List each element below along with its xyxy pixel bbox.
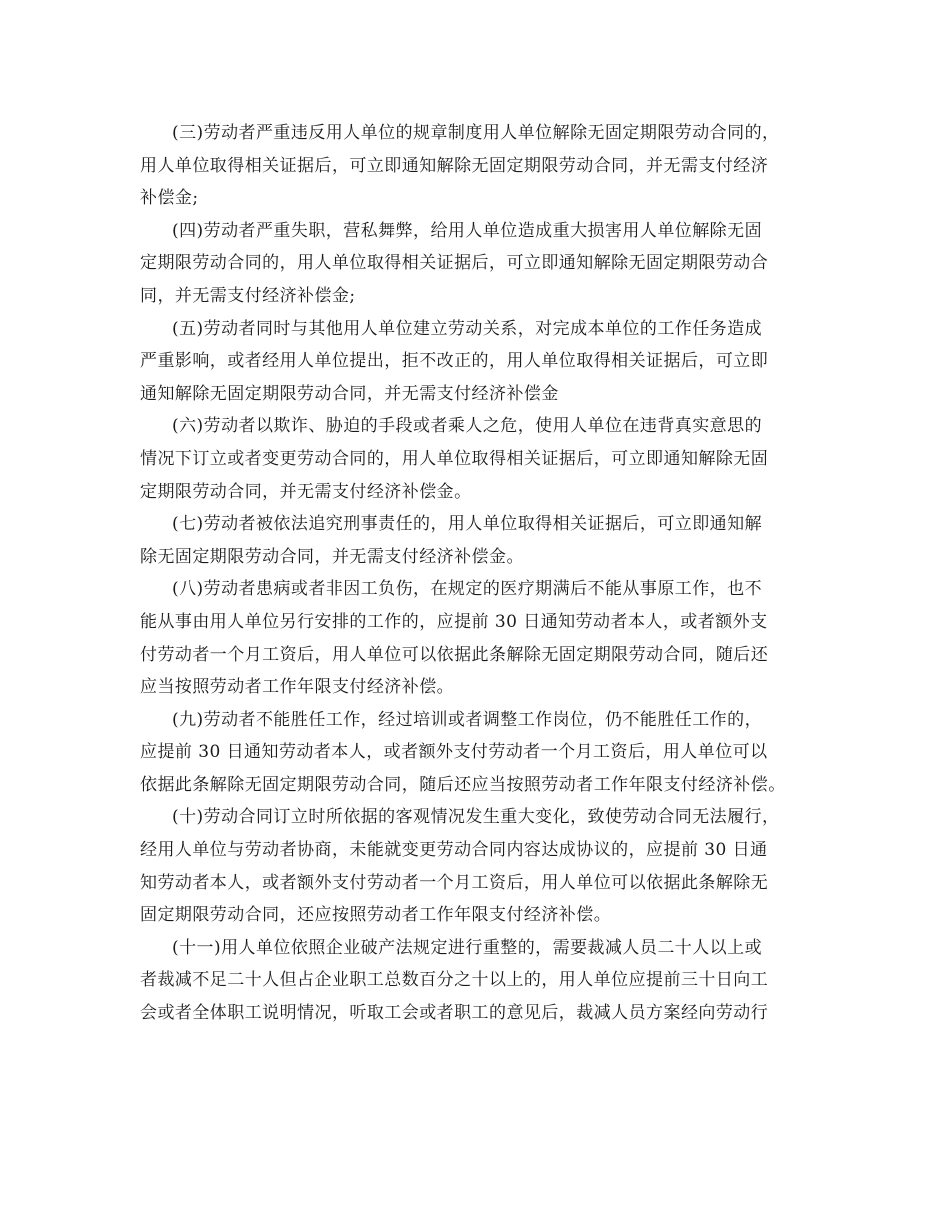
text-line: 通知解除无固定期限劳动合同，并无需支付经济补偿金 — [140, 383, 559, 404]
text-line: 固定期限劳动合同，还应按照劳动者工作年限支付经济补偿。 — [140, 905, 612, 926]
paragraph — [0, 932, 950, 1030]
text-line: 除无固定期限劳动合同，并无需支付经济补偿金。 — [140, 546, 524, 567]
text-line: (四)劳动者严重失职，营私舞弊，给用人单位造成重大损害用人单位解除无固 — [172, 220, 763, 241]
text-line: (九)劳动者不能胜任工作，经过培训或者调整工作岗位，仍不能胜任工作的， — [172, 709, 763, 730]
text-line: (八)劳动者患病或者非因工负伤，在规定的医疗期满后不能从事原工作，也不 — [172, 579, 763, 600]
text-line: 严重影响，或者经用人单位提出，拒不改正的，用人单位取得相关证据后，可立即 — [140, 351, 769, 372]
paragraph — [0, 215, 950, 313]
text-line: 依据此条解除无固定期限劳动合同，随后还应当按照劳动者工作年限支付经济补偿。 — [140, 774, 786, 795]
text-line: 能从事由用人单位另行安排的工作的，应提前 30 日通知劳动者本人，或者额外支 — [140, 611, 768, 632]
text-line: (五)劳动者同时与其他用人单位建立劳动关系，对完成本单位的工作任务造成 — [172, 318, 763, 339]
text-line: 应当按照劳动者工作年限支付经济补偿。 — [140, 677, 455, 698]
text-line: (十)劳动合同订立时所依据的客观情况发生重大变化，致使劳动合同无法履行， — [172, 807, 780, 828]
paragraph — [0, 410, 950, 508]
text-line: 用人单位取得相关证据后，可立即通知解除无固定期限劳动合同，并无需支付经济 — [140, 155, 769, 176]
text-line: 定期限劳动合同，并无需支付经济补偿金。 — [140, 481, 472, 502]
text-line: (六)劳动者以欺诈、胁迫的手段或者乘人之危，使用人单位在违背真实意思的 — [172, 416, 763, 437]
text-line: (十一)用人单位依照企业破产法规定进行重整的，需要裁减人员二十人以上或 — [172, 937, 763, 958]
text-line: 情况下订立或者变更劳动合同的，用人单位取得相关证据后，可立即通知解除无固 — [140, 448, 769, 469]
paragraph — [0, 508, 950, 573]
text-line: (三)劳动者严重违反用人单位的规章制度用人单位解除无固定期限劳动合同的， — [172, 123, 780, 143]
text-line: 者裁减不足二十人但占企业职工总数百分之十以上的，用人单位应提前三十日向工 — [140, 970, 769, 991]
paragraph — [0, 573, 950, 703]
paragraph — [0, 313, 950, 411]
text-line: 同，并无需支付经济补偿金; — [140, 285, 356, 306]
document-body — [0, 117, 950, 1030]
text-line: 补偿金; — [140, 188, 199, 209]
paragraph — [0, 704, 950, 802]
text-line: 应提前 30 日通知劳动者本人，或者额外支付劳动者一个月工资后，用人单位可以 — [140, 742, 768, 763]
text-line: 会或者全体职工说明情况，听取工会或者职工的意见后，裁减人员方案经向劳动行 — [140, 1003, 769, 1024]
text-line: 付劳动者一个月工资后，用人单位可以依据此条解除无固定期限劳动合同，随后还 — [140, 644, 769, 665]
text-line: (七)劳动者被依法追究刑事责任的，用人单位取得相关证据后，可立即通知解 — [172, 514, 763, 535]
paragraph — [0, 117, 950, 215]
paragraph — [0, 801, 950, 931]
text-line: 定期限劳动合同的，用人单位取得相关证据后，可立即通知解除无固定期限劳动合 — [140, 253, 769, 274]
text-line: 经用人单位与劳动者协商，未能就变更劳动合同内容达成协议的，应提前 30 日通 — [140, 840, 768, 861]
text-line: 知劳动者本人，或者额外支付劳动者一个月工资后，用人单位可以依据此条解除无 — [140, 872, 769, 893]
